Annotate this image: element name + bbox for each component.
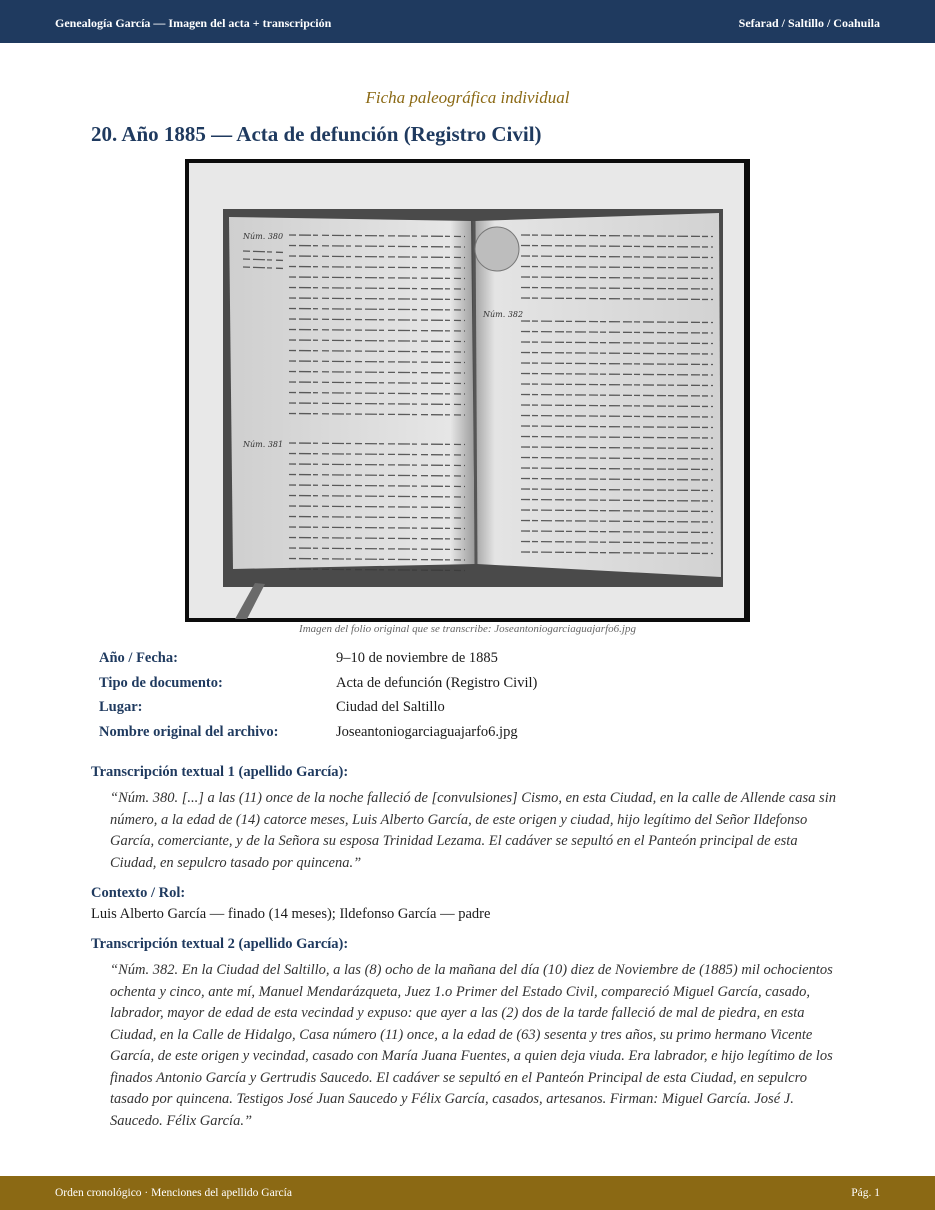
transcription-1-heading: Transcripción textual 1 (apellido García): — [91, 764, 349, 780]
page-subtitle: Ficha paleográfica individual — [365, 88, 570, 107]
footer-label: Orden cronológico · Menciones del apellido García — [55, 1187, 292, 1199]
metadata-value: Ciudad del Saltillo — [336, 699, 445, 715]
page-header — [0, 0, 935, 43]
margin-note-381: Núm. 381 — [243, 440, 284, 449]
metadata-value: 9–10 de noviembre de 1885 — [336, 650, 498, 666]
page-number: Pág. 1 — [851, 1187, 880, 1199]
context-text: Luis Alberto García — finado (14 meses); Ildefonso García — padre — [91, 906, 491, 922]
document-scan-image — [185, 159, 750, 622]
image-caption: Imagen del folio original que se transcribe: Joseantoniogarciaguajarfo6.jpg — [299, 623, 636, 635]
header-location: Sefarad / Saltillo / Coahuila — [738, 16, 880, 30]
transcription-1-text: “Núm. 380. [...] a las (11) once de la noche falleció de [convulsiones] Cismo, en esta Ciudad, en la calle de Allende casa sin número, a la edad de (14) catorce meses, Luis Alberto García, de este origen y ciudad, hijo legítimo del Señor Ildefonso García, comerciante, y de la Señora su esposa Trinidad Lezama. El cadáver se sepultó en el Panteón principal de esta Ciudad, en sepulcro tasado por quincena.” — [110, 790, 836, 871]
metadata-value: Joseantoniogarciaguajarfo6.jpg — [336, 723, 518, 740]
metadata-key: Tipo de documento: — [99, 674, 223, 691]
metadata-key: Lugar: — [99, 699, 143, 715]
page-footer — [0, 1176, 935, 1210]
transcription-2-heading: Transcripción textual 2 (apellido García): — [91, 936, 349, 952]
margin-note-380: Núm. 380 — [243, 232, 284, 241]
context-heading: Contexto / Rol: — [91, 885, 186, 901]
metadata-key: Nombre original del archivo: — [99, 723, 279, 740]
metadata-value: Acta de defunción (Registro Civil) — [336, 674, 538, 691]
header-title: Genealogía García — Imagen del acta + transcripción — [55, 16, 332, 30]
metadata-key: Año / Fecha: — [99, 650, 178, 666]
transcription-2-text: “Núm. 382. En la Ciudad del Saltillo, a las (8) ocho de la mañana del día (10) diez de Noviembre de (1885) mil ochocientos ochenta y cinco, ante mí, Manuel Mendarázqueta, Juez 1.o Primer del Estado Civil, compareció Miguel García, casado, labrador, mayor de edad de esta vecindad y expuso: que ayer a las (2) dos de la tarde falleció de mal de piedra, en esta Ciudad, en la Calle de Hidalgo, Casa número (11) once, a la edad de (63) sesenta y tres años, su primo hermano Vicente García, de este origen y vecindad, casado con María Juana Fuentes, a quien deja viuda. Era labrador, e hijo legítimo de los finados Antonio García y Gertrudis Saucedo. El cadáver se sepultó en el Panteón Principal de esta Ciudad, en sepulcro tasado por quincena. Testigos José Juan Saucedo y Félix García, casados, artesanos. Firman: Miguel García. José J. Saucedo. Félix García.” — [110, 962, 833, 1129]
margin-note-382: Núm. 382 — [483, 310, 524, 319]
page-title: 20. Año 1885 — Acta de defunción (Registro Civil) — [91, 122, 542, 146]
